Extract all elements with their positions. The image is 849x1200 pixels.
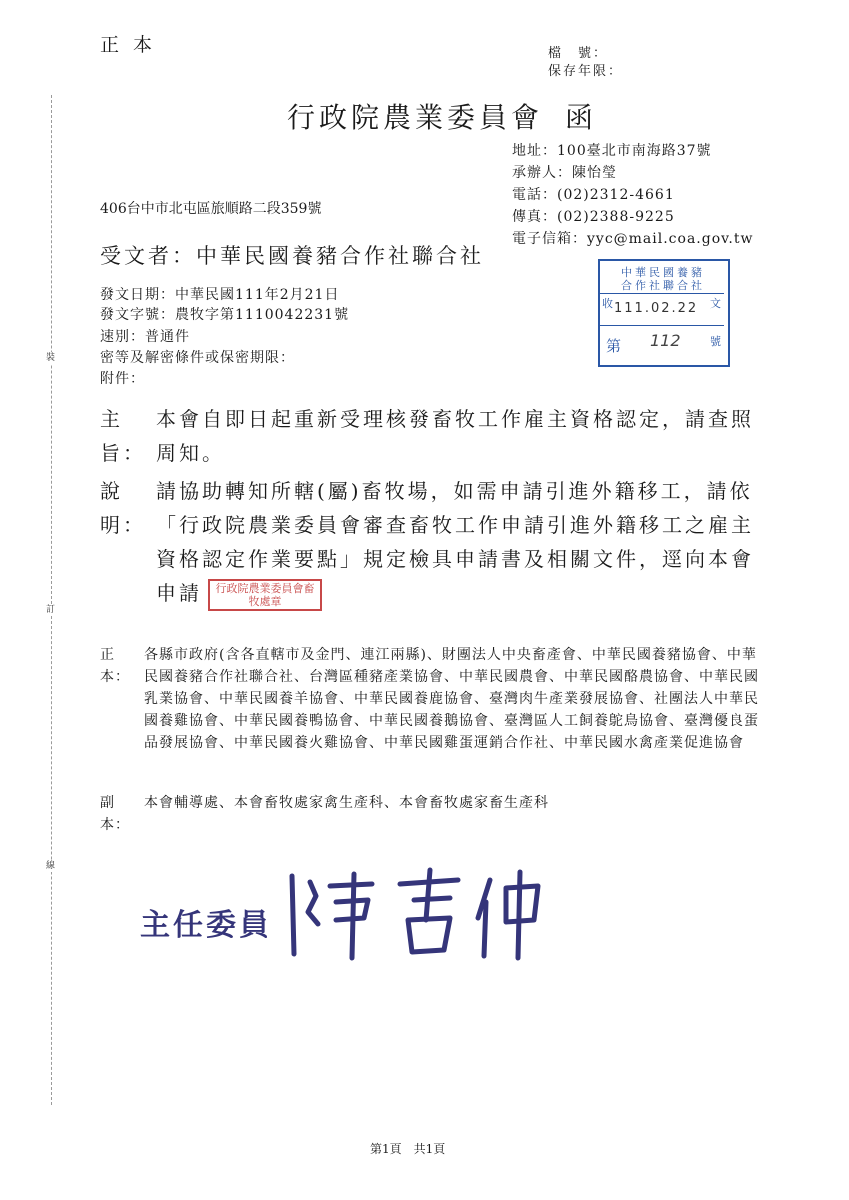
recipient: 受文者：中華民國養豬合作社聯合社	[100, 244, 484, 268]
document-title	[287, 96, 597, 136]
stamp-divider	[600, 325, 724, 326]
stamp-no-label: 第	[606, 337, 622, 355]
binding-mark-xian: 線	[46, 861, 56, 871]
stamp-header	[606, 266, 720, 292]
speed: 速別：普通件	[100, 329, 190, 345]
recipient-address: 406台中市北屯區旅順路二段359號	[100, 201, 322, 217]
issue-date: 發文日期：中華民國111年2月21日	[100, 287, 340, 303]
stamp-header-line2: 合作社聯合社	[621, 279, 705, 292]
email: 電子信箱：yyc@mail.coa.gov.tw	[512, 231, 754, 247]
sender-address: 地址：100臺北市南海路37號	[512, 143, 712, 159]
copy-label: 副本：	[100, 795, 130, 833]
original-label: 正本：	[100, 647, 130, 685]
explanation-text: 請協助轉知所轄(屬)畜牧場，如需申請引進外籍移工，請依「行政院農業委員會審查畜牧工作申請引進外籍移工之雇主資格認定作業要點」規定檢具申請書及相關文件，逕向本會申請	[156, 479, 754, 605]
binding-mark-ding: 訂	[46, 605, 56, 615]
document-kind: 函	[565, 101, 598, 134]
retention-label: 保存年限：	[548, 64, 624, 79]
binding-mark-zhuang: 裝	[46, 353, 56, 363]
handwritten-signature	[280, 862, 550, 962]
stamp-number: 112	[650, 331, 681, 350]
org-name: 行政院農業委員會	[287, 101, 544, 134]
copy-mark: 正本	[100, 34, 167, 56]
original-recipients: 各縣市政府(含各直轄市及金門、連江兩縣)、財團法人中央畜產會、中華民國養豬協會、中華民國養豬合作社聯合社、台灣區種豬產業協會、中華民國農會、中華民國酪農協會、中華民國乳業協會、中華民國養羊協會、中華民國養鹿協會、臺灣肉牛產業發展協會、社團法人中華民國養雞協會、中華民國養鴨協會、中華民國養鵝協會、臺灣區人工飼養鴕鳥協會、臺灣優良蛋品發展協會、中華民國養火雞協會、中華民國雞蛋運銷合作社、中華民國水禽產業促進協會	[144, 647, 759, 751]
fax: 傳真：(02)2388-9225	[512, 209, 675, 225]
copy-recipients: 本會輔導處、本會畜牧處家禽生產科、本會畜牧處家畜生產科	[144, 795, 549, 811]
subject-label: 主旨：	[100, 407, 146, 465]
file-number-label: 檔 號：	[548, 46, 609, 61]
explanation-label: 說明：	[100, 479, 146, 537]
stamp-header-line1: 中華民國養豬	[621, 266, 705, 279]
handler: 承辦人：陳怡瑩	[512, 165, 617, 181]
binding-line	[51, 95, 52, 1105]
phone: 電話：(02)2312-4661	[512, 187, 675, 203]
explanation-body	[156, 474, 768, 611]
attachment: 附件：	[100, 371, 145, 387]
stamp-right-char-1: 文	[710, 297, 721, 310]
security-level: 密等及解密條件或保密期限：	[100, 350, 295, 366]
issue-number: 發文字號：農牧字第1110042231號	[100, 307, 350, 323]
signature-title: 主任委員	[140, 908, 272, 943]
official-seal: 行政院農業委員會畜牧處章	[208, 579, 322, 611]
stamp-left-char: 收	[602, 297, 613, 310]
subject-text: 本會自即日起重新受理核發畜牧工作雇主資格認定，請查照周知。	[156, 407, 754, 465]
page-footer: 第1頁 共1頁	[370, 1142, 446, 1156]
stamp-date: 111.02.22	[614, 301, 699, 316]
stamp-divider	[600, 293, 724, 294]
stamp-right-char-2: 號	[710, 335, 721, 348]
received-stamp	[598, 259, 730, 367]
